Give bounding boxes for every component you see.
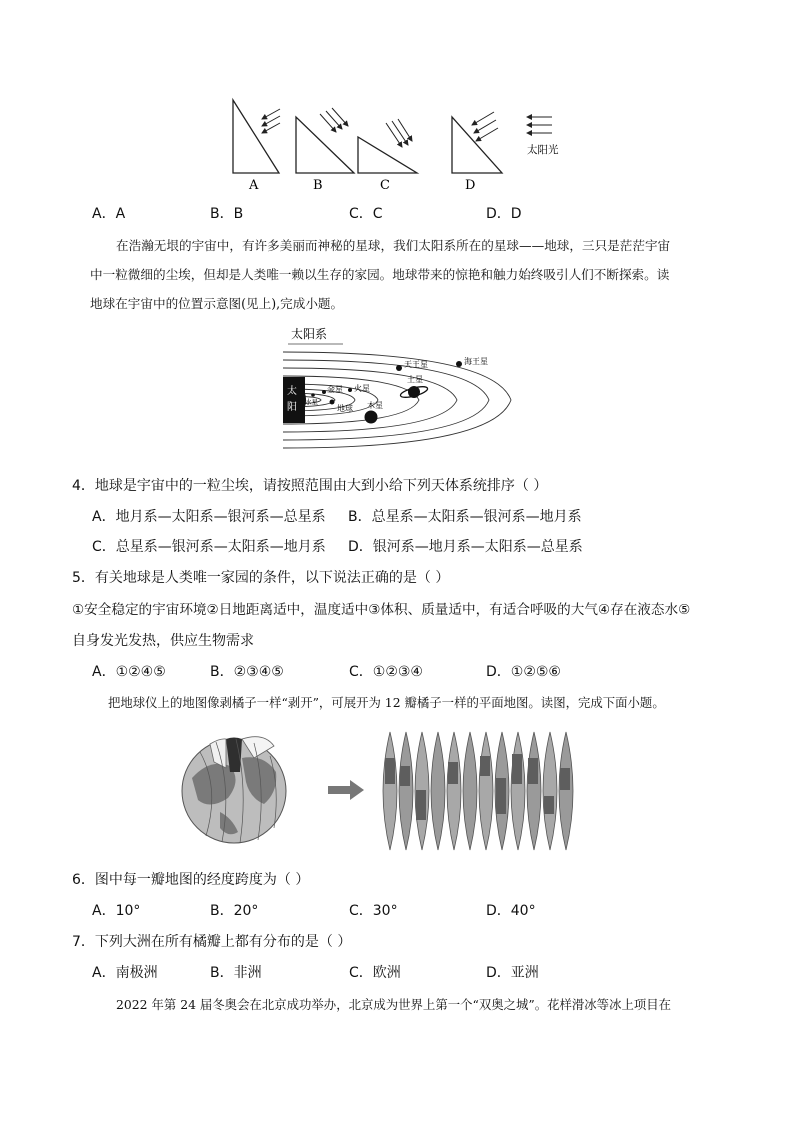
triangle-d [452, 112, 502, 173]
q6-option-d[interactable]: D．40° [486, 903, 536, 919]
passage1-line3: 地球在宇宙中的位置示意图(见上),完成小题。 [90, 296, 344, 311]
jupiter-label: 木星 [367, 401, 383, 410]
q6-option-a[interactable]: A．10° [92, 903, 141, 919]
q5-option-a[interactable]: A．①②④⑤ [92, 664, 166, 680]
q7-option-b[interactable]: B．非洲 [210, 965, 262, 981]
earth [330, 400, 335, 405]
triangle-c [358, 119, 417, 173]
q4-stem: 4．地球是宇宙中的一粒尘埃，请按照范围由大到小给下列天体系统排序（ ） [72, 478, 548, 494]
mercury-label: 水星 [305, 398, 318, 406]
q3-option-b[interactable]: B．B [210, 206, 244, 222]
sunlight-legend-arrows [527, 117, 552, 133]
globe-gores-figure [180, 728, 610, 854]
q6-stem: 6．图中每一瓣地图的经度跨度为（ ） [72, 872, 310, 888]
q5-conditions-line1: ①安全稳定的宇宙环境②日地距离适中，温度适中③体积、质量适中，有适合呼吸的大气④存在液态水⑤ [72, 602, 691, 618]
q3-option-c[interactable]: C．C [349, 206, 383, 222]
sunlight-label: 太阳光 [527, 144, 559, 156]
solar-system-figure [283, 322, 513, 464]
triangle-label-d: D [465, 178, 476, 193]
q6-option-b[interactable]: B．20° [210, 903, 259, 919]
gore-strips [383, 732, 573, 850]
triangle-label-b: B [313, 178, 323, 193]
q7-option-a[interactable]: A．南极洲 [92, 965, 158, 981]
sun-label-1: 太 [287, 386, 297, 397]
q5-option-c[interactable]: C．①②③④ [349, 664, 423, 680]
saturn [399, 385, 428, 400]
q3-option-d[interactable]: D．D [486, 206, 522, 222]
q6-option-c[interactable]: C．30° [349, 903, 398, 919]
triangle-b [296, 108, 354, 173]
mercury [311, 393, 315, 397]
earth-label: 地球 [337, 404, 353, 413]
jupiter [365, 411, 378, 424]
q5-option-b[interactable]: B．②③④⑤ [210, 664, 284, 680]
sunlight-triangles-figure [222, 95, 572, 195]
triangle-a [233, 100, 280, 173]
globe [182, 737, 286, 843]
sun-label-2: 阳 [287, 402, 297, 413]
passage1-line1: 在浩瀚无垠的宇宙中，有许多美丽而神秘的星球，我们太阳系所在的星球——地球，三只是茫茫宇宙 [116, 238, 671, 253]
solar-system-title: 太阳系 [291, 327, 328, 341]
q5-option-d[interactable]: D．①②⑤⑥ [486, 664, 561, 680]
mars-label: 火星 [354, 384, 370, 393]
q7-stem: 7．下列大洲在所有橘瓣上都有分布的是（ ） [72, 934, 352, 950]
passage3: 2022 年第 24 届冬奥会在北京成功举办，北京成为世界上第一个“双奥之城”。花样滑冰等冰上项目在 [116, 997, 672, 1012]
q5-stem: 5．有关地球是人类唯一家园的条件，以下说法正确的是（ ） [72, 570, 450, 586]
q4-option-a[interactable]: A．地月系—太阳系—银河系—总星系 [92, 509, 326, 525]
venus [322, 390, 326, 394]
passage2: 把地球仪上的地图像剥橘子一样“剥开”，可展开为 12 瓣橘子一样的平面地图。读图，完成下面小题。 [108, 695, 665, 710]
triangle-label-c: C [380, 178, 390, 193]
saturn-label: 土星 [407, 375, 423, 384]
q7-option-d[interactable]: D．亚洲 [486, 965, 539, 981]
q5-conditions-line2: 自身发光发热，供应生物需求 [72, 633, 254, 649]
triangle-label-a: A [249, 178, 259, 193]
passage1-line2: 中一粒微细的尘埃，但却是人类唯一赖以生存的家园。地球带来的惊艳和触力始终吸引人们不断探索。读 [90, 267, 670, 282]
q7-option-c[interactable]: C．欧洲 [349, 965, 401, 981]
q4-option-b[interactable]: B．总星系—太阳系—银河系—地月系 [348, 509, 582, 525]
right-arrow-icon [328, 780, 364, 800]
neptune [456, 361, 462, 367]
q3-option-a[interactable]: A．A [92, 206, 126, 222]
venus-label: 金星 [327, 385, 343, 394]
mars [348, 388, 352, 392]
q4-option-d[interactable]: D．银河系—地月系—太阳系—总星系 [348, 539, 583, 555]
uranus [396, 365, 402, 371]
neptune-label: 海王星 [464, 357, 488, 366]
q4-option-c[interactable]: C．总星系—银河系—太阳系—地月系 [92, 539, 326, 555]
uranus-label: 天王星 [404, 360, 428, 369]
